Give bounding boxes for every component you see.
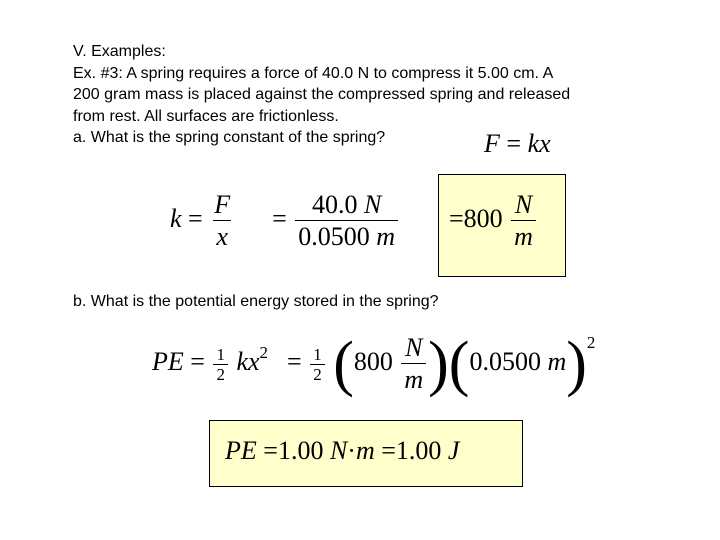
pe-value: 1.00	[395, 436, 442, 465]
meter-unit: m	[355, 436, 375, 465]
one-half-fraction: $\frac{1}{2}$	[213, 346, 228, 383]
f-over-x-fraction	[211, 192, 233, 250]
force-symbol: F	[484, 129, 500, 158]
equals-sign: =	[506, 129, 522, 158]
exponent: 2	[586, 332, 596, 352]
potential-energy-result: PE =1.00 N·m =1.00 J	[225, 436, 460, 465]
force-value: 40.0	[312, 190, 358, 219]
unit-fraction	[401, 335, 426, 393]
unit-fraction	[511, 192, 536, 250]
k-value: 800	[353, 346, 393, 376]
problem-text	[73, 41, 673, 149]
displacement-value: 0.0500	[298, 222, 370, 251]
meter-unit: m	[547, 346, 567, 376]
left-paren: (	[333, 330, 354, 398]
spring-constant-equation: k = $\frac{F}{x}$ = $\frac{40.0 N}{0.0500 m}$	[170, 192, 400, 250]
right-paren: )	[428, 330, 449, 398]
numeric-fraction	[295, 192, 398, 250]
potential-energy-equation: PE = $\frac{1}{2}$ $kx^2$ = $\frac{1}{2}$ (800 $\frac{N}{m}$ )(0.0500 m)$^2$	[152, 330, 596, 398]
right-paren: )	[566, 330, 587, 398]
newton-unit: N	[514, 190, 533, 219]
hooke-law-equation	[484, 131, 551, 157]
exponent: 2	[259, 342, 269, 362]
pe-symbol: PE	[152, 346, 184, 376]
pe-symbol: PE	[225, 436, 257, 465]
meter-unit: m	[404, 365, 424, 394]
left-paren: (	[448, 330, 470, 398]
pe-value: 1.00	[277, 436, 324, 465]
spring-constant-result: =800 $\frac{N}{m}$	[449, 192, 538, 250]
question-b: b. What is the potential energy stored in the spring?	[73, 293, 439, 310]
newton-unit: N	[405, 333, 423, 362]
displacement-unit: m	[376, 222, 396, 251]
problem-line: 200 gram mass is placed against the compressed spring and released	[73, 86, 571, 103]
x-value: 0.0500	[469, 346, 541, 376]
question-b-container	[73, 291, 673, 313]
spring-constant-value: 800	[463, 203, 503, 233]
problem-line: Ex. #3: A spring requires a force of 40.0 N to compress it 5.00 cm. A	[73, 64, 554, 82]
k-symbol: k	[170, 203, 182, 233]
force-symbol: F	[214, 190, 231, 219]
section-heading: V. Examples:	[73, 43, 166, 60]
newton-unit: N	[329, 436, 348, 465]
displacement-symbol: x	[216, 222, 228, 251]
kx-term: kx	[236, 346, 260, 376]
problem-line: from rest. All surfaces are frictionless.	[73, 107, 339, 125]
meter-unit: m	[514, 222, 533, 251]
kx-term: kx	[527, 129, 551, 158]
force-unit: N	[364, 190, 382, 219]
question-a: a. What is the spring constant of the spring?	[73, 129, 386, 146]
dot-operator: ·	[347, 436, 356, 465]
one-half-fraction: $\frac{1}{2}$	[310, 346, 325, 383]
joule-unit: J	[447, 436, 460, 465]
